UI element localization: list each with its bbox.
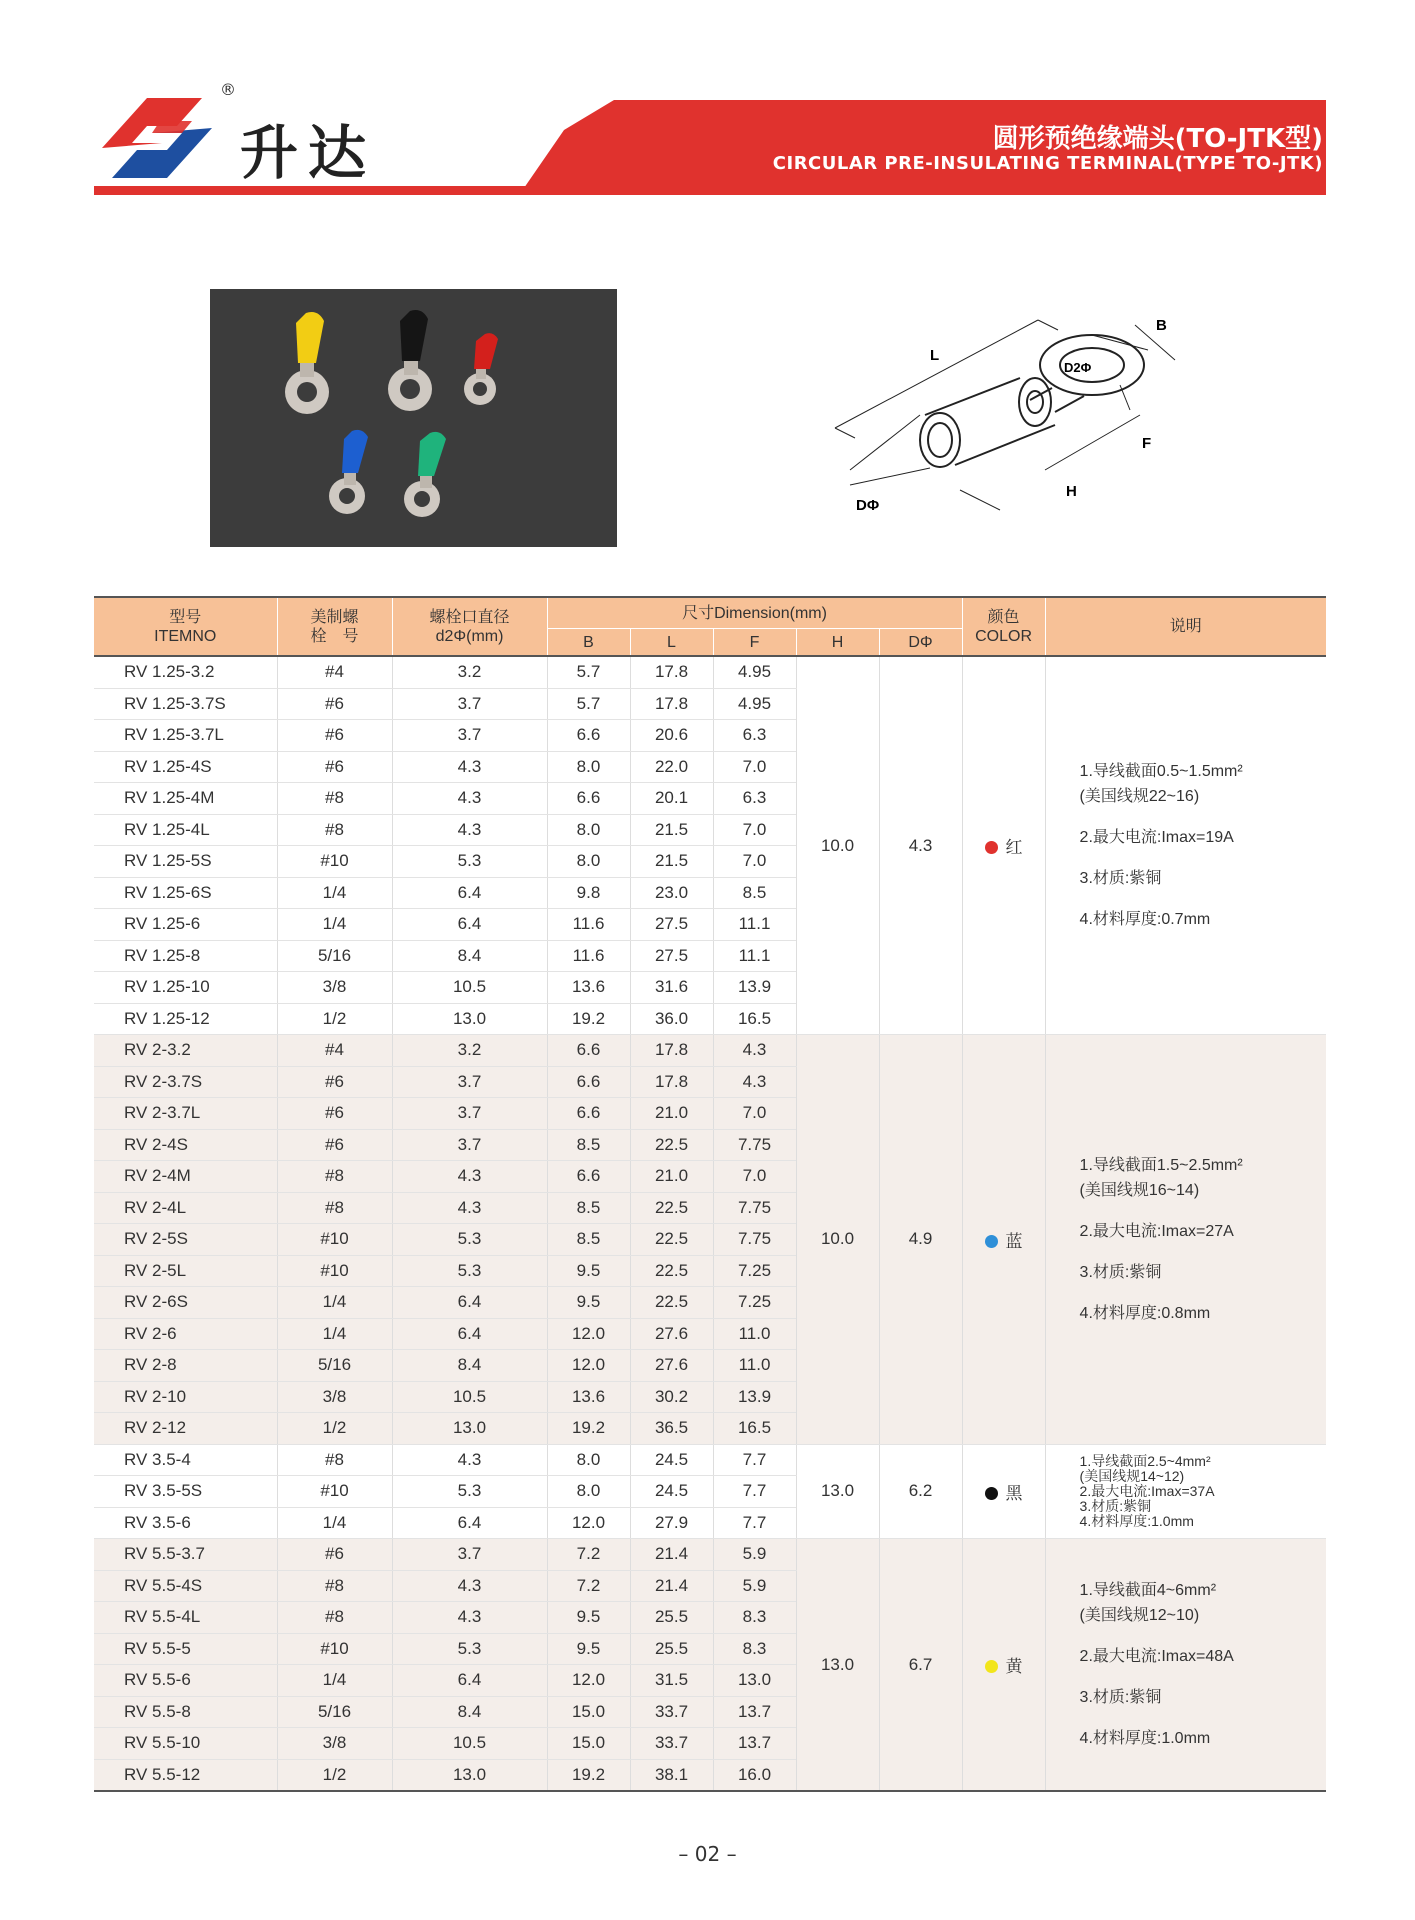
cell-b: 6.6 — [547, 720, 630, 752]
cell-l: 20.1 — [630, 783, 713, 815]
cell-item: RV 3.5-6 — [94, 1507, 277, 1539]
cell-us-bolt: 3/8 — [277, 1728, 392, 1760]
note-line: 4.材料厚度:0.7mm — [1079, 911, 1211, 928]
cell-item: RV 1.25-4S — [94, 751, 277, 783]
cell-b: 5.7 — [547, 656, 630, 688]
note-line: 4.材料厚度:1.0mm — [1079, 1730, 1211, 1747]
cell-us-bolt: #8 — [277, 1602, 392, 1634]
cell-color — [962, 1539, 1045, 1792]
label-b: B — [1156, 317, 1167, 334]
note-line: 2.最大电流:Imax=19A — [1079, 829, 1234, 846]
cell-item: RV 2-3.7L — [94, 1098, 277, 1130]
note-line: 3.材质:紫铜 — [1079, 1263, 1162, 1281]
cell-us-bolt: 3/8 — [277, 972, 392, 1004]
cell-us-bolt: #6 — [277, 720, 392, 752]
cell-f: 13.9 — [713, 1381, 796, 1413]
cell-d2: 3.7 — [392, 1098, 547, 1130]
header-item: 型号 ITEMNO — [94, 597, 277, 656]
cell-l: 22.5 — [630, 1224, 713, 1256]
cell-item: RV 1.25-3.7S — [94, 688, 277, 720]
cell-b: 8.5 — [547, 1129, 630, 1161]
brand-name: 升达 — [240, 119, 377, 187]
cell-b: 9.5 — [547, 1633, 630, 1665]
cell-d: 6.7 — [879, 1539, 962, 1792]
cell-f: 11.1 — [713, 940, 796, 972]
cell-item: RV 1.25-3.7L — [94, 720, 277, 752]
cell-f: 8.3 — [713, 1602, 796, 1634]
cell-us-bolt: 1/4 — [277, 1287, 392, 1319]
cell-d2: 6.4 — [392, 1318, 547, 1350]
cell-l: 30.2 — [630, 1381, 713, 1413]
cell-us-bolt: 1/4 — [277, 877, 392, 909]
cell-b: 8.0 — [547, 846, 630, 878]
cell-f: 16.5 — [713, 1413, 796, 1445]
cell-f: 7.7 — [713, 1476, 796, 1508]
cell-us-bolt: #8 — [277, 1444, 392, 1476]
cell-b: 8.5 — [547, 1192, 630, 1224]
cell-b: 6.6 — [547, 783, 630, 815]
note-line: 4.材料厚度:1.0mm — [1079, 1512, 1194, 1529]
cell-b: 11.6 — [547, 940, 630, 972]
cell-f: 4.95 — [713, 688, 796, 720]
cell-us-bolt: #4 — [277, 656, 392, 688]
cell-l: 21.4 — [630, 1539, 713, 1571]
cell-b: 6.6 — [547, 1066, 630, 1098]
cell-f: 5.9 — [713, 1539, 796, 1571]
cell-us-bolt: #6 — [277, 1129, 392, 1161]
note-line: 3.材质:紫铜 — [1079, 1497, 1152, 1514]
cell-us-bolt: #8 — [277, 783, 392, 815]
cell-d2: 5.3 — [392, 1255, 547, 1287]
cell-l: 21.4 — [630, 1570, 713, 1602]
cell-item: RV 2-4S — [94, 1129, 277, 1161]
cell-f: 7.7 — [713, 1444, 796, 1476]
cell-h: 13.0 — [796, 1444, 879, 1539]
cell-d2: 13.0 — [392, 1759, 547, 1791]
label-h: H — [1066, 483, 1077, 500]
cell-d2: 3.2 — [392, 656, 547, 688]
table-row — [94, 1539, 1326, 1571]
cell-b: 15.0 — [547, 1728, 630, 1760]
cell-item: RV 5.5-5 — [94, 1633, 277, 1665]
cell-l: 36.5 — [630, 1413, 713, 1445]
cell-d2: 4.3 — [392, 751, 547, 783]
cell-us-bolt: #10 — [277, 1476, 392, 1508]
cell-color — [962, 1035, 1045, 1445]
cell-f: 11.0 — [713, 1318, 796, 1350]
cell-l: 25.5 — [630, 1602, 713, 1634]
cell-l: 27.5 — [630, 909, 713, 941]
cell-us-bolt: 1/4 — [277, 1318, 392, 1350]
cell-us-bolt: 3/8 — [277, 1381, 392, 1413]
color-name: 红 — [1005, 838, 1023, 857]
cell-l: 27.6 — [630, 1350, 713, 1382]
note-line: 3.材质:紫铜 — [1079, 1689, 1162, 1706]
cell-d2: 3.2 — [392, 1035, 547, 1067]
cell-f: 7.0 — [713, 846, 796, 878]
cell-f: 7.25 — [713, 1287, 796, 1319]
cell-l: 17.8 — [630, 656, 713, 688]
cell-note — [1045, 1444, 1326, 1539]
cell-d2: 4.3 — [392, 1602, 547, 1634]
cell-item: RV 5.5-3.7 — [94, 1539, 277, 1571]
cell-item: RV 1.25-4L — [94, 814, 277, 846]
cell-b: 5.7 — [547, 688, 630, 720]
cell-item: RV 3.5-4 — [94, 1444, 277, 1476]
cell-l: 22.5 — [630, 1255, 713, 1287]
note-line: 1.导线截面4~6mm² — [1079, 1582, 1217, 1599]
cell-d2: 8.4 — [392, 1350, 547, 1382]
cell-d: 4.3 — [879, 656, 962, 1035]
cell-d2: 3.7 — [392, 1129, 547, 1161]
cell-item: RV 1.25-4M — [94, 783, 277, 815]
cell-us-bolt: #8 — [277, 1161, 392, 1193]
cell-f: 16.5 — [713, 1003, 796, 1035]
note-line: 2.最大电流:Imax=27A — [1079, 1222, 1234, 1240]
page-header — [0, 0, 1415, 210]
table-row — [94, 1444, 1326, 1476]
cell-f: 11.0 — [713, 1350, 796, 1382]
label-f: F — [1142, 435, 1152, 452]
color-name: 黄 — [1005, 1657, 1023, 1676]
cell-b: 9.5 — [547, 1287, 630, 1319]
cell-us-bolt: 5/16 — [277, 940, 392, 972]
label-d2: D2Φ — [1064, 360, 1092, 375]
note-line: 3.材质:紫铜 — [1079, 870, 1162, 887]
page-title-en: CIRCULAR PRE-INSULATING TERMINAL(TYPE TO-JTK) — [772, 153, 1323, 174]
cell-d2: 6.4 — [392, 1507, 547, 1539]
cell-l: 31.5 — [630, 1665, 713, 1697]
cell-us-bolt: 5/16 — [277, 1696, 392, 1728]
cell-note — [1045, 1035, 1326, 1445]
cell-l: 21.0 — [630, 1161, 713, 1193]
cell-item: RV 1.25-10 — [94, 972, 277, 1004]
cell-d2: 8.4 — [392, 940, 547, 972]
cell-item: RV 5.5-10 — [94, 1728, 277, 1760]
note-line: 1.导线截面1.5~2.5mm² — [1079, 1156, 1243, 1174]
cell-l: 17.8 — [630, 688, 713, 720]
cell-l: 21.5 — [630, 814, 713, 846]
header-d: DΦ — [879, 629, 962, 657]
cell-us-bolt: #8 — [277, 1570, 392, 1602]
header-dimension: 尺寸Dimension(mm) — [547, 597, 962, 629]
cell-item: RV 2-4L — [94, 1192, 277, 1224]
cell-l: 33.7 — [630, 1728, 713, 1760]
cell-b: 15.0 — [547, 1696, 630, 1728]
cell-us-bolt: #10 — [277, 1224, 392, 1256]
cell-b: 19.2 — [547, 1759, 630, 1791]
cell-d2: 5.3 — [392, 1476, 547, 1508]
cell-item: RV 5.5-8 — [94, 1696, 277, 1728]
cell-d2: 6.4 — [392, 1665, 547, 1697]
cell-f: 5.9 — [713, 1570, 796, 1602]
cell-l: 21.0 — [630, 1098, 713, 1130]
cell-l: 36.0 — [630, 1003, 713, 1035]
cell-item: RV 1.25-12 — [94, 1003, 277, 1035]
header-h: H — [796, 629, 879, 657]
cell-item: RV 2-10 — [94, 1381, 277, 1413]
cell-b: 19.2 — [547, 1413, 630, 1445]
cell-b: 8.0 — [547, 1444, 630, 1476]
cell-us-bolt: #10 — [277, 846, 392, 878]
table-row — [94, 656, 1326, 688]
cell-d2: 4.3 — [392, 1444, 547, 1476]
cell-b: 8.5 — [547, 1224, 630, 1256]
header-l: L — [630, 629, 713, 657]
cell-d2: 3.7 — [392, 720, 547, 752]
cell-f: 13.7 — [713, 1696, 796, 1728]
cell-f: 7.75 — [713, 1224, 796, 1256]
note-line: 4.材料厚度:0.8mm — [1079, 1304, 1211, 1322]
header-d2: 螺栓口直径 d2Φ(mm) — [392, 597, 547, 656]
cell-color — [962, 656, 1045, 1035]
cell-f: 6.3 — [713, 783, 796, 815]
cell-us-bolt: #4 — [277, 1035, 392, 1067]
cell-l: 21.5 — [630, 846, 713, 878]
cell-us-bolt: #6 — [277, 688, 392, 720]
cell-f: 7.0 — [713, 1161, 796, 1193]
cell-note — [1045, 1539, 1326, 1792]
cell-item: RV 1.25-8 — [94, 940, 277, 972]
cell-l: 27.6 — [630, 1318, 713, 1350]
cell-item: RV 2-5S — [94, 1224, 277, 1256]
cell-l: 22.5 — [630, 1287, 713, 1319]
table-body — [94, 656, 1326, 1791]
cell-us-bolt: #6 — [277, 751, 392, 783]
cell-d2: 3.7 — [392, 1066, 547, 1098]
cell-l: 23.0 — [630, 877, 713, 909]
cell-item: RV 2-5L — [94, 1255, 277, 1287]
color-name: 黑 — [1005, 1483, 1023, 1503]
cell-l: 24.5 — [630, 1476, 713, 1508]
product-photo — [210, 289, 617, 547]
cell-l: 33.7 — [630, 1696, 713, 1728]
cell-item: RV 2-6 — [94, 1318, 277, 1350]
cell-us-bolt: 1/4 — [277, 1507, 392, 1539]
cell-f: 13.9 — [713, 972, 796, 1004]
cell-f: 4.3 — [713, 1035, 796, 1067]
label-d: DΦ — [856, 497, 880, 514]
cell-b: 7.2 — [547, 1539, 630, 1571]
cell-d2: 4.3 — [392, 783, 547, 815]
cell-l: 38.1 — [630, 1759, 713, 1791]
cell-item: RV 1.25-6S — [94, 877, 277, 909]
cell-d2: 3.7 — [392, 1539, 547, 1571]
cell-us-bolt: #8 — [277, 1192, 392, 1224]
cell-f: 8.3 — [713, 1633, 796, 1665]
cell-l: 24.5 — [630, 1444, 713, 1476]
cell-b: 13.6 — [547, 1381, 630, 1413]
cell-l: 22.5 — [630, 1192, 713, 1224]
header-b: B — [547, 629, 630, 657]
cell-note — [1045, 656, 1326, 1035]
cell-d2: 5.3 — [392, 846, 547, 878]
cell-l: 31.6 — [630, 972, 713, 1004]
cell-h: 10.0 — [796, 656, 879, 1035]
header-color: 颜色 COLOR — [962, 597, 1045, 656]
cell-us-bolt: 1/4 — [277, 1665, 392, 1697]
cell-d2: 4.3 — [392, 1161, 547, 1193]
cell-l: 27.5 — [630, 940, 713, 972]
cell-f: 7.75 — [713, 1129, 796, 1161]
cell-l: 17.8 — [630, 1066, 713, 1098]
cell-f: 7.0 — [713, 814, 796, 846]
cell-f: 7.7 — [713, 1507, 796, 1539]
page-title-cn: 圆形预绝缘端头(TO-JTK型) — [992, 124, 1323, 154]
cell-item: RV 1.25-6 — [94, 909, 277, 941]
cell-f: 7.25 — [713, 1255, 796, 1287]
cell-item: RV 2-8 — [94, 1350, 277, 1382]
cell-b: 6.6 — [547, 1161, 630, 1193]
cell-b: 12.0 — [547, 1665, 630, 1697]
cell-b: 8.0 — [547, 814, 630, 846]
note-line: (美国线规12~10) — [1079, 1607, 1200, 1624]
company-logo — [92, 88, 222, 188]
cell-d2: 6.4 — [392, 909, 547, 941]
cell-l: 20.6 — [630, 720, 713, 752]
cell-b: 12.0 — [547, 1350, 630, 1382]
cell-b: 9.8 — [547, 877, 630, 909]
cell-h: 10.0 — [796, 1035, 879, 1445]
cell-us-bolt: 1/2 — [277, 1003, 392, 1035]
spec-table — [94, 596, 1326, 1792]
cell-d2: 5.3 — [392, 1224, 547, 1256]
registered-mark: ® — [220, 80, 236, 99]
note-line: 1.导线截面2.5~4mm² — [1079, 1452, 1211, 1469]
cell-b: 9.5 — [547, 1255, 630, 1287]
cell-f: 4.3 — [713, 1066, 796, 1098]
cell-item: RV 5.5-4S — [94, 1570, 277, 1602]
cell-b: 19.2 — [547, 1003, 630, 1035]
cell-us-bolt: #6 — [277, 1098, 392, 1130]
cell-us-bolt: #10 — [277, 1255, 392, 1287]
cell-item: RV 1.25-3.2 — [94, 656, 277, 688]
cell-h: 13.0 — [796, 1539, 879, 1792]
cell-b: 9.5 — [547, 1602, 630, 1634]
cell-f: 6.3 — [713, 720, 796, 752]
table-row — [94, 1035, 1326, 1067]
cell-us-bolt: 5/16 — [277, 1350, 392, 1382]
cell-item: RV 5.5-12 — [94, 1759, 277, 1791]
cell-us-bolt: #6 — [277, 1066, 392, 1098]
cell-f: 13.0 — [713, 1665, 796, 1697]
cell-us-bolt: 1/2 — [277, 1413, 392, 1445]
cell-d2: 4.3 — [392, 1192, 547, 1224]
cell-color — [962, 1444, 1045, 1539]
header-note: 说明 — [1045, 597, 1326, 656]
cell-us-bolt: #6 — [277, 1539, 392, 1571]
cell-d2: 13.0 — [392, 1003, 547, 1035]
cell-b: 6.6 — [547, 1035, 630, 1067]
cell-us-bolt: #8 — [277, 814, 392, 846]
cell-d2: 8.4 — [392, 1696, 547, 1728]
cell-d2: 4.3 — [392, 814, 547, 846]
cell-item: RV 2-12 — [94, 1413, 277, 1445]
page-number: – 02 – — [678, 1842, 737, 1866]
cell-b: 12.0 — [547, 1507, 630, 1539]
header-f: F — [713, 629, 796, 657]
cell-f: 7.75 — [713, 1192, 796, 1224]
cell-b: 6.6 — [547, 1098, 630, 1130]
cell-b: 8.0 — [547, 751, 630, 783]
cell-l: 17.8 — [630, 1035, 713, 1067]
color-dot-icon — [985, 1235, 998, 1248]
cell-item: RV 2-4M — [94, 1161, 277, 1193]
cell-b: 8.0 — [547, 1476, 630, 1508]
cell-item: RV 2-6S — [94, 1287, 277, 1319]
cell-item: RV 5.5-4L — [94, 1602, 277, 1634]
cell-d2: 10.5 — [392, 1381, 547, 1413]
cell-f: 7.0 — [713, 751, 796, 783]
cell-d2: 6.4 — [392, 877, 547, 909]
color-dot-icon — [985, 1487, 998, 1500]
color-dot-icon — [985, 1660, 998, 1673]
cell-d: 4.9 — [879, 1035, 962, 1445]
cell-us-bolt: 1/2 — [277, 1759, 392, 1791]
cell-d2: 4.3 — [392, 1570, 547, 1602]
cell-f: 11.1 — [713, 909, 796, 941]
cell-f: 4.95 — [713, 656, 796, 688]
cell-item: RV 2-3.7S — [94, 1066, 277, 1098]
cell-f: 16.0 — [713, 1759, 796, 1791]
cell-l: 25.5 — [630, 1633, 713, 1665]
cell-item: RV 5.5-6 — [94, 1665, 277, 1697]
cell-b: 12.0 — [547, 1318, 630, 1350]
note-line: 1.导线截面0.5~1.5mm² — [1079, 763, 1243, 780]
color-dot-icon — [985, 841, 998, 854]
cell-b: 11.6 — [547, 909, 630, 941]
note-line: 2.最大电流:Imax=48A — [1079, 1648, 1234, 1665]
cell-us-bolt: #10 — [277, 1633, 392, 1665]
dimension-diagram — [830, 300, 1210, 530]
cell-d2: 10.5 — [392, 972, 547, 1004]
note-line: 2.最大电流:Imax=37A — [1079, 1482, 1215, 1499]
cell-l: 22.5 — [630, 1129, 713, 1161]
cell-b: 7.2 — [547, 1570, 630, 1602]
note-line: (美国线规16~14) — [1079, 1181, 1200, 1199]
color-name: 蓝 — [1005, 1231, 1023, 1251]
note-line: (美国线规14~12) — [1079, 1467, 1185, 1484]
cell-b: 13.6 — [547, 972, 630, 1004]
cell-f: 13.7 — [713, 1728, 796, 1760]
cell-d2: 10.5 — [392, 1728, 547, 1760]
note-line: (美国线规22~16) — [1079, 788, 1200, 805]
cell-item: RV 2-3.2 — [94, 1035, 277, 1067]
cell-d2: 3.7 — [392, 688, 547, 720]
cell-f: 7.0 — [713, 1098, 796, 1130]
cell-l: 27.9 — [630, 1507, 713, 1539]
cell-f: 8.5 — [713, 877, 796, 909]
cell-item: RV 3.5-5S — [94, 1476, 277, 1508]
cell-us-bolt: 1/4 — [277, 909, 392, 941]
cell-d2: 6.4 — [392, 1287, 547, 1319]
cell-d: 6.2 — [879, 1444, 962, 1539]
cell-d2: 13.0 — [392, 1413, 547, 1445]
cell-l: 22.0 — [630, 751, 713, 783]
header-us-bolt: 美制螺 栓 号 — [277, 597, 392, 656]
cell-d2: 5.3 — [392, 1633, 547, 1665]
cell-item: RV 1.25-5S — [94, 846, 277, 878]
label-l: L — [930, 347, 940, 364]
